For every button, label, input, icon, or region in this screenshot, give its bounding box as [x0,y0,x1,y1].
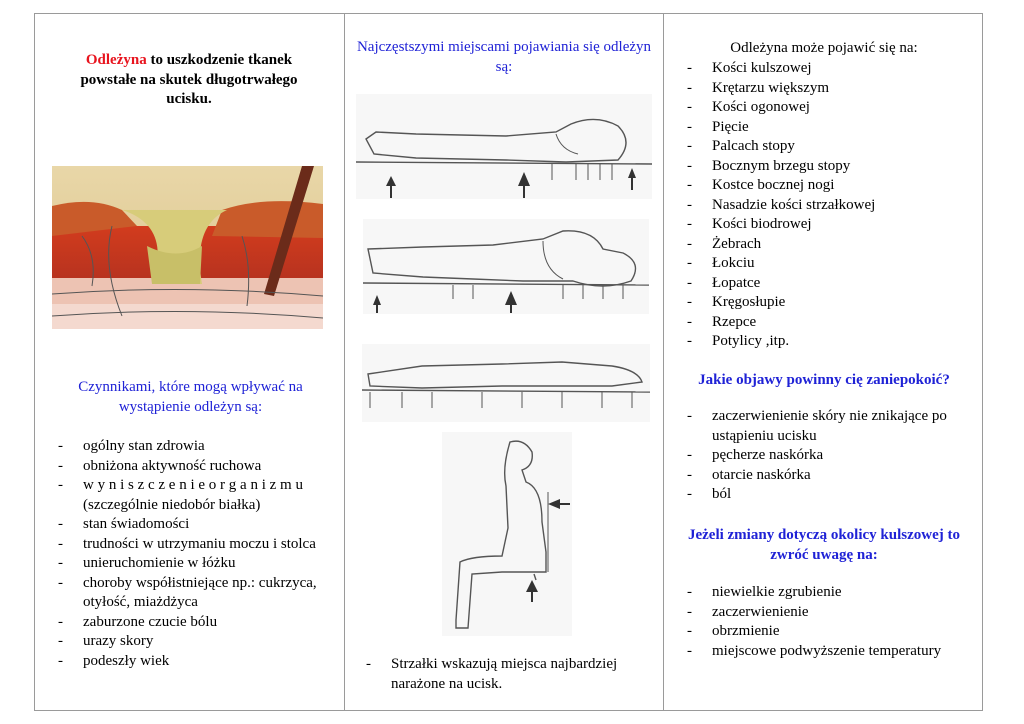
list-item: - Kostce bocznej nogi [684,176,974,196]
list-item: - otarcie naskórka [684,466,974,486]
list-item: - trudności w utrzymaniu moczu i stolca [55,535,341,555]
list-item: - pęcherze naskórka [684,446,974,466]
list-item: - ból [684,485,974,505]
list-item: - Potylicy ,itp. [684,332,974,352]
list-item: - stan świadomości [55,515,341,535]
sites-figures-heading: Najczęstszymi miejscami pojawiania się odleżyn są: [356,39,652,75]
column-right [663,13,983,711]
definition-rest: to uszkodzenie tkanek powstałe na skutek długotrwałego ucisku. [80,52,298,107]
column-left [34,13,345,711]
list-item: - zaburzone czucie bólu [55,613,341,633]
factors-heading: Czynnikami, które mogą wpływać na wystąpienie odleżyn są: [78,379,303,415]
list-item: - zaczerwienienie [684,603,978,623]
list-item: - Pięcie [684,118,974,138]
definition-term: Odleżyna [85,52,147,68]
list-item: - urazy skory [55,632,341,652]
symptoms-list [684,407,974,505]
list-item: - Łopatce [684,274,974,294]
list-item: - Strzałki wskazują miejsca najbardziej narażone na ucisk. [363,655,655,694]
list-item: - Palcach stopy [684,137,974,157]
list-item: - Łokciu [684,254,974,274]
list-item: - Krętarzu większym [684,79,974,99]
list-item: - obniżona aktywność ruchowa [55,457,341,477]
sacral-signs-list [684,583,978,661]
list-item: - niewielkie zgrubienie [684,583,978,603]
figures-note [363,655,655,694]
list-item: - Bocznym brzegu stopy [684,157,974,177]
skin-ulcer-illustration [52,166,323,329]
list-item: - Kręgosłupie [684,293,974,313]
seated-position-figure [442,432,572,636]
list-item: - choroby współistniejące np.: cukrzyca, otyłość, miażdżyca [55,574,341,613]
sites-list [684,59,974,352]
supine-position-figure [356,94,652,199]
sites-heading: Odleżyna może pojawić się na: [730,40,918,56]
prone-position-figure [362,344,650,422]
symptoms-heading: Jakie objawy powinny cię zaniepokoić? [698,372,950,388]
list-item: - Rzepce [684,313,974,333]
sacral-heading: Jeżeli zmiany dotyczą okolicy kulszowej to zwróć uwagę na: [687,527,961,563]
list-item: - Kości kulszowej [684,59,974,79]
definition-text [63,51,315,110]
side-position-figure [363,219,649,314]
list-item: - w y n i s z c z e n i e o r g a n i z m u (szczególnie niedobór białka) [55,476,341,515]
column-middle [344,13,664,711]
list-item: - ogólny stan zdrowia [55,437,341,457]
list-item: - unieruchomienie w łóżku [55,554,341,574]
list-item: - Nasadzie kości strzałkowej [684,196,974,216]
list-item: - podeszły wiek [55,652,341,672]
list-item: - Kości ogonowej [684,98,974,118]
factors-list [55,437,341,671]
list-item: - obrzmienie [684,622,978,642]
list-item: - zaczerwienienie skóry nie znikające po ustąpieniu ucisku [684,407,974,446]
list-item: - Kości biodrowej [684,215,974,235]
list-item: - Żebrach [684,235,974,255]
list-item: - miejscowe podwyższenie temperatury [684,642,978,662]
